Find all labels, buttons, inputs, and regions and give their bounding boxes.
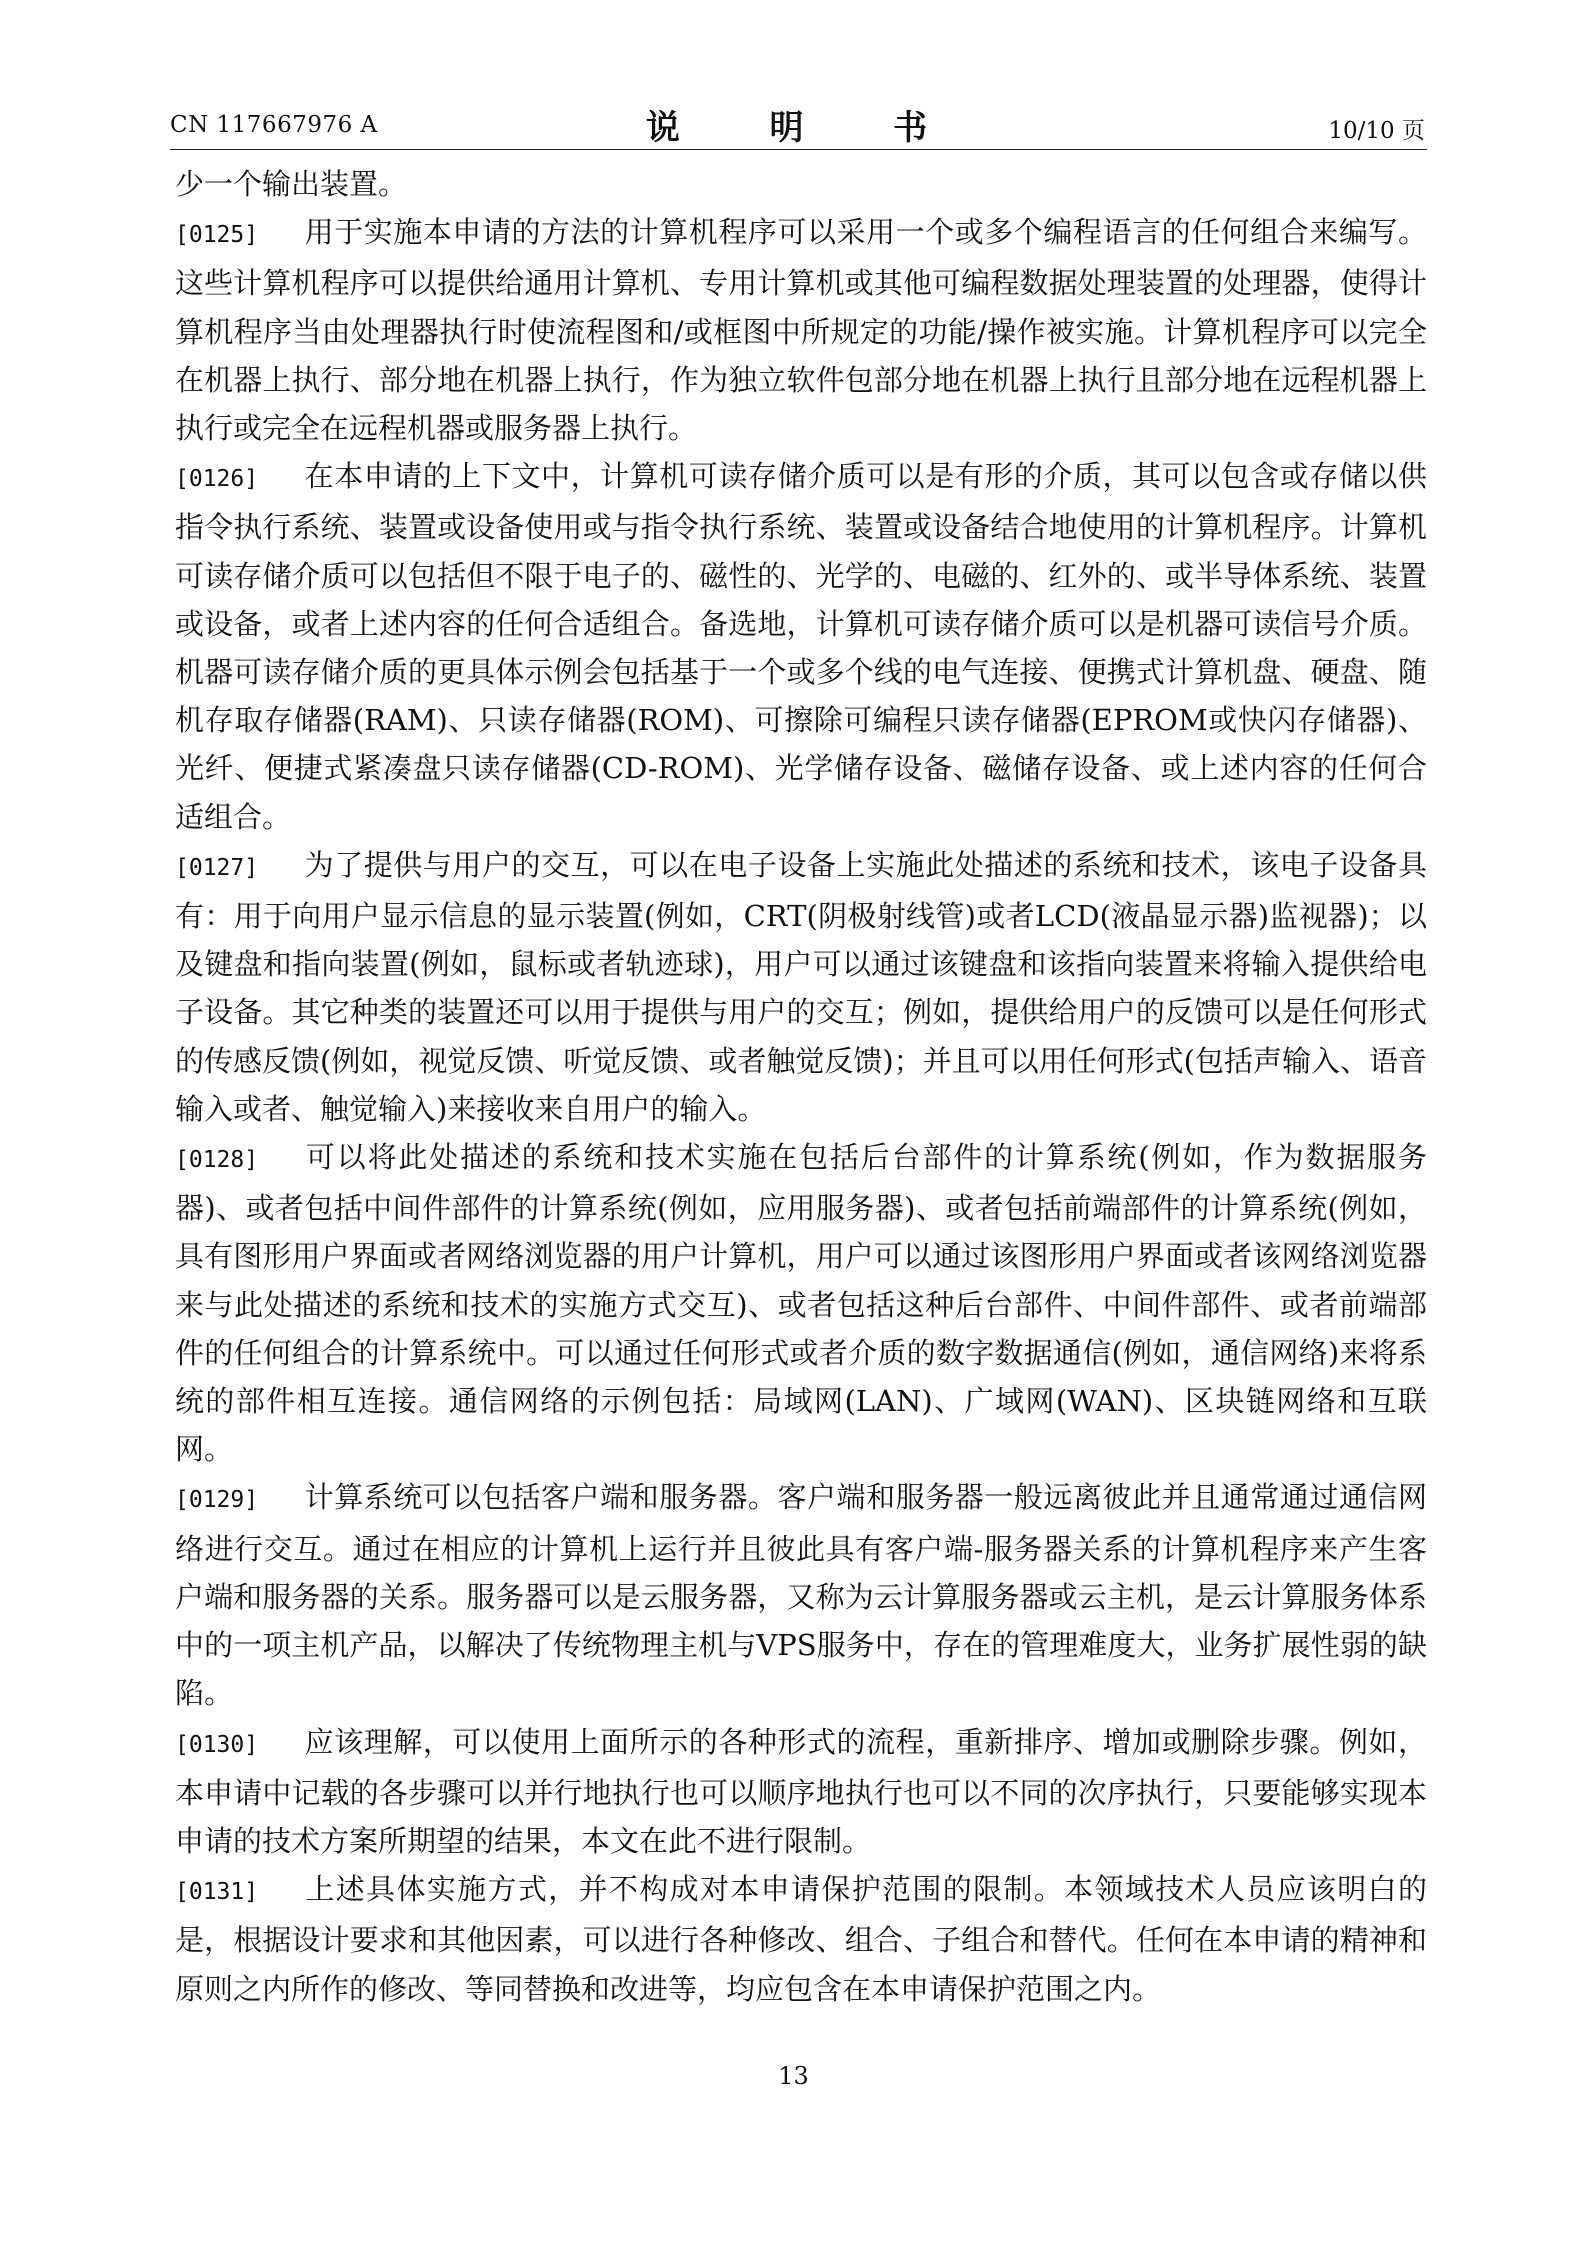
paragraph-number: [0126]: [175, 466, 259, 493]
paragraph-text: 少一个输出装置。: [175, 167, 408, 201]
paragraph-text: 应该理解，可以使用上面所示的各种形式的流程，重新排序、增加或删除步骤。例如，本申请中记载的各步骤可以并行地执行也可以顺序地执行也可以不同的次序执行，只要能够实现本申请的技术方案所期望的结果，本文在此不进行限制。: [175, 1724, 1427, 1858]
paragraph-0125: [175, 208, 1427, 452]
paragraph-text: 上述具体实施方式，并不构成对本申请保护范围的限制。本领域技术人员应该明白的是，根据设计要求和其他因素，可以进行各种修改、组合、子组合和替代。任何在本申请的精神和原则之内所作的修改、等同替换和改进等，均应包含在本申请保护范围之内。: [175, 1872, 1427, 2006]
paragraph-0131: [175, 1865, 1427, 2013]
paragraph-continuation: [175, 160, 1427, 208]
page-indicator: 10/10 页: [1328, 118, 1425, 144]
paragraph-number: [0128]: [175, 1147, 259, 1174]
paragraph-number: [0131]: [175, 1879, 259, 1906]
paragraph-number: [0127]: [175, 854, 259, 881]
page-number: 13: [778, 2062, 809, 2090]
paragraph-text: 为了提供与用户的交互，可以在电子设备上实施此处描述的系统和技术，该电子设备具有：用于向用户显示信息的显示装置(例如，CRT(阴极射线管)或者LCD(液晶显示器)监视器)；以及键盘和指向装置(例如，鼠标或者轨迹球)，用户可以通过该键盘和该指向装置来将输入提供给电子设备。其它种类的装置还可以用于提供与用户的交互；例如，提供给用户的反馈可以是任何形式的传感反馈(例如，视觉反馈、听觉反馈、或者触觉反馈)；并且可以用任何形式(包括声输入、语音输入或者、触觉输入)来接收来自用户的输入。: [175, 847, 1427, 1126]
publication-number: CN 117667976 A: [170, 112, 378, 138]
paragraph-text: 用于实施本申请的方法的计算机程序可以采用一个或多个编程语言的任何组合来编写。这些计算机程序可以提供给通用计算机、专用计算机或其他可编程数据处理装置的处理器，使得计算机程序当由处理器执行时使流程图和/或框图中所规定的功能/操作被实施。计算机程序可以完全在机器上执行、部分地在机器上执行，作为独立软件包部分地在机器上执行且部分地在远程机器上执行或完全在远程机器或服务器上执行。: [175, 215, 1427, 446]
paragraph-number: [0130]: [175, 1731, 259, 1758]
document-body: [175, 160, 1427, 2013]
paragraph-text: 在本申请的上下文中，计算机可读存储介质可以是有形的介质，其可以包含或存储以供指令执行系统、装置或设备使用或与指令执行系统、装置或设备结合地使用的计算机程序。计算机可读存储介质可以包括但不限于电子的、磁性的、光学的、电磁的、红外的、或半导体系统、装置或设备，或者上述内容的任何合适组合。备选地，计算机可读存储介质可以是机器可读信号介质。机器可读存储介质的更具体示例会包括基于一个或多个线的电气连接、便携式计算机盘、硬盘、随机存取存储器(RAM)、只读存储器(ROM)、可擦除可编程只读存储器(EPROM或快闪存储器)、光纤、便捷式紧凑盘只读存储器(CD-ROM)、光学储存设备、磁储存设备、或上述内容的任何合适组合。: [175, 459, 1427, 834]
paragraph-0126: [175, 452, 1427, 841]
paragraph-text: 可以将此处描述的系统和技术实施在包括后台部件的计算系统(例如，作为数据服务器)、或者包括中间件部件的计算系统(例如，应用服务器)、或者包括前端部件的计算系统(例如，具有图形用户界面或者网络浏览器的用户计算机，用户可以通过该图形用户界面或者该网络浏览器来与此处描述的系统和技术的实施方式交互)、或者包括这种后台部件、中间件部件、或者前端部件的任何组合的计算系统中。可以通过任何形式或者介质的数字数据通信(例如，通信网络)来将系统的部件相互连接。通信网络的示例包括：局域网(LAN)、广域网(WAN)、区块链网络和互联网。: [175, 1140, 1427, 1467]
paragraph-number: [0129]: [175, 1487, 259, 1514]
document-title: 说 明 书: [645, 108, 950, 148]
header-rule: [170, 149, 1427, 150]
paragraph-0127: [175, 841, 1427, 1133]
paragraph-number: [0125]: [175, 222, 259, 249]
paragraph-0130: [175, 1718, 1427, 1866]
paragraph-0128: [175, 1133, 1427, 1473]
paragraph-0129: [175, 1473, 1427, 1717]
paragraph-text: 计算系统可以包括客户端和服务器。客户端和服务器一般远离彼此并且通常通过通信网络进行交互。通过在相应的计算机上运行并且彼此具有客户端-服务器关系的计算机程序来产生客户端和服务器的关系。服务器可以是云服务器，又称为云计算服务器或云主机，是云计算服务体系中的一项主机产品，以解决了传统物理主机与VPS服务中，存在的管理难度大，业务扩展性弱的缺陷。: [175, 1480, 1427, 1711]
page-header: [170, 100, 1425, 150]
